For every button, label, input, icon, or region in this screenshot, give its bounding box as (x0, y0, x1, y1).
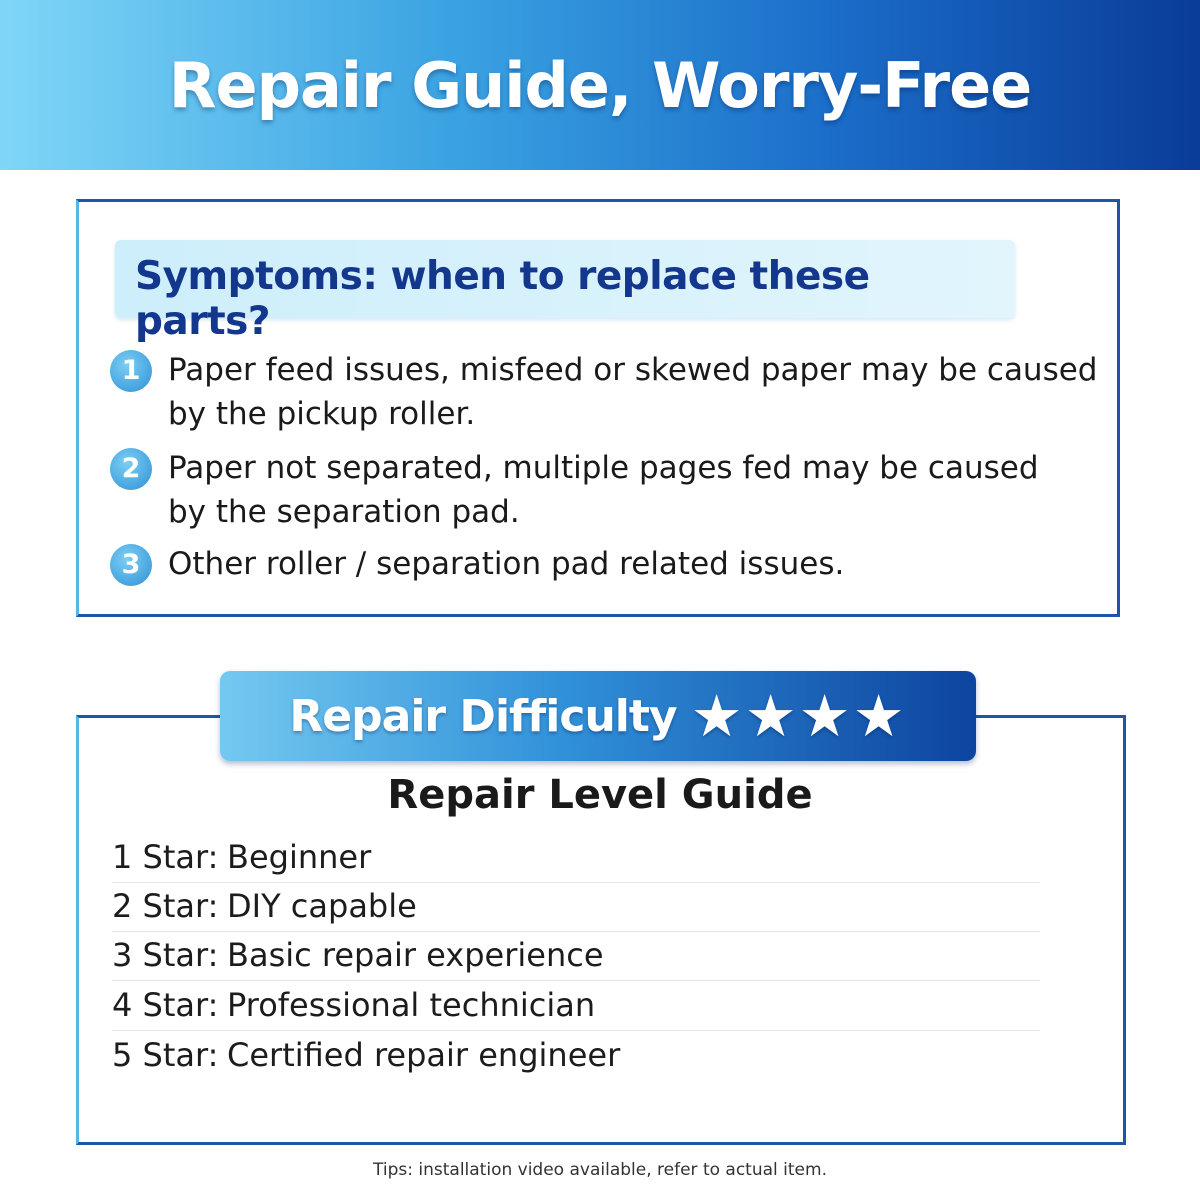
level-key: 4 Star: (112, 986, 219, 1024)
difficulty-banner (220, 671, 976, 761)
level-value: Certified repair engineer (227, 1036, 621, 1074)
level-value: Professional technician (227, 986, 596, 1024)
level-value: DIY capable (227, 887, 417, 925)
number-2-icon: 2 (110, 448, 152, 490)
symptom-2-line2: by the separation pad. (168, 494, 520, 530)
level-row (112, 881, 1040, 932)
level-row (112, 1030, 1040, 1080)
level-value: Basic repair experience (227, 936, 604, 974)
symptom-2-line1: Paper not separated, multiple pages fed may be caused (168, 450, 1039, 486)
symptom-item-1 (110, 348, 1098, 436)
level-key: 1 Star: (112, 838, 219, 876)
symptoms-title: Symptoms: when to replace these parts? (135, 254, 870, 344)
level-row (112, 832, 1040, 883)
symptom-3-line1: Other roller / separation pad related issues. (168, 546, 845, 582)
symptom-item-3 (110, 542, 1098, 586)
symptom-item-2 (110, 446, 1098, 534)
level-key: 3 Star: (112, 936, 219, 974)
level-key: 2 Star: (112, 887, 219, 925)
level-value: Beginner (227, 838, 372, 876)
level-row (112, 930, 1040, 981)
symptom-1-line2: by the pickup roller. (168, 396, 476, 432)
symptom-1-line1: Paper feed issues, misfeed or skewed paper may be caused (168, 352, 1098, 388)
difficulty-label: Repair Difficulty (289, 690, 677, 742)
header-banner (0, 0, 1200, 170)
number-3-icon: 3 (110, 544, 152, 586)
level-key: 5 Star: (112, 1036, 219, 1074)
page-title: Repair Guide, Worry-Free (168, 48, 1032, 122)
level-guide-title: Repair Level Guide (387, 772, 813, 818)
tips-footnote: Tips: installation video available, refer to actual item. (373, 1160, 827, 1180)
level-row (112, 980, 1040, 1031)
number-1-icon: 1 (110, 350, 152, 392)
symptoms-title-bar (115, 240, 1015, 344)
star-rating-icon: ★★★★ (690, 682, 907, 750)
